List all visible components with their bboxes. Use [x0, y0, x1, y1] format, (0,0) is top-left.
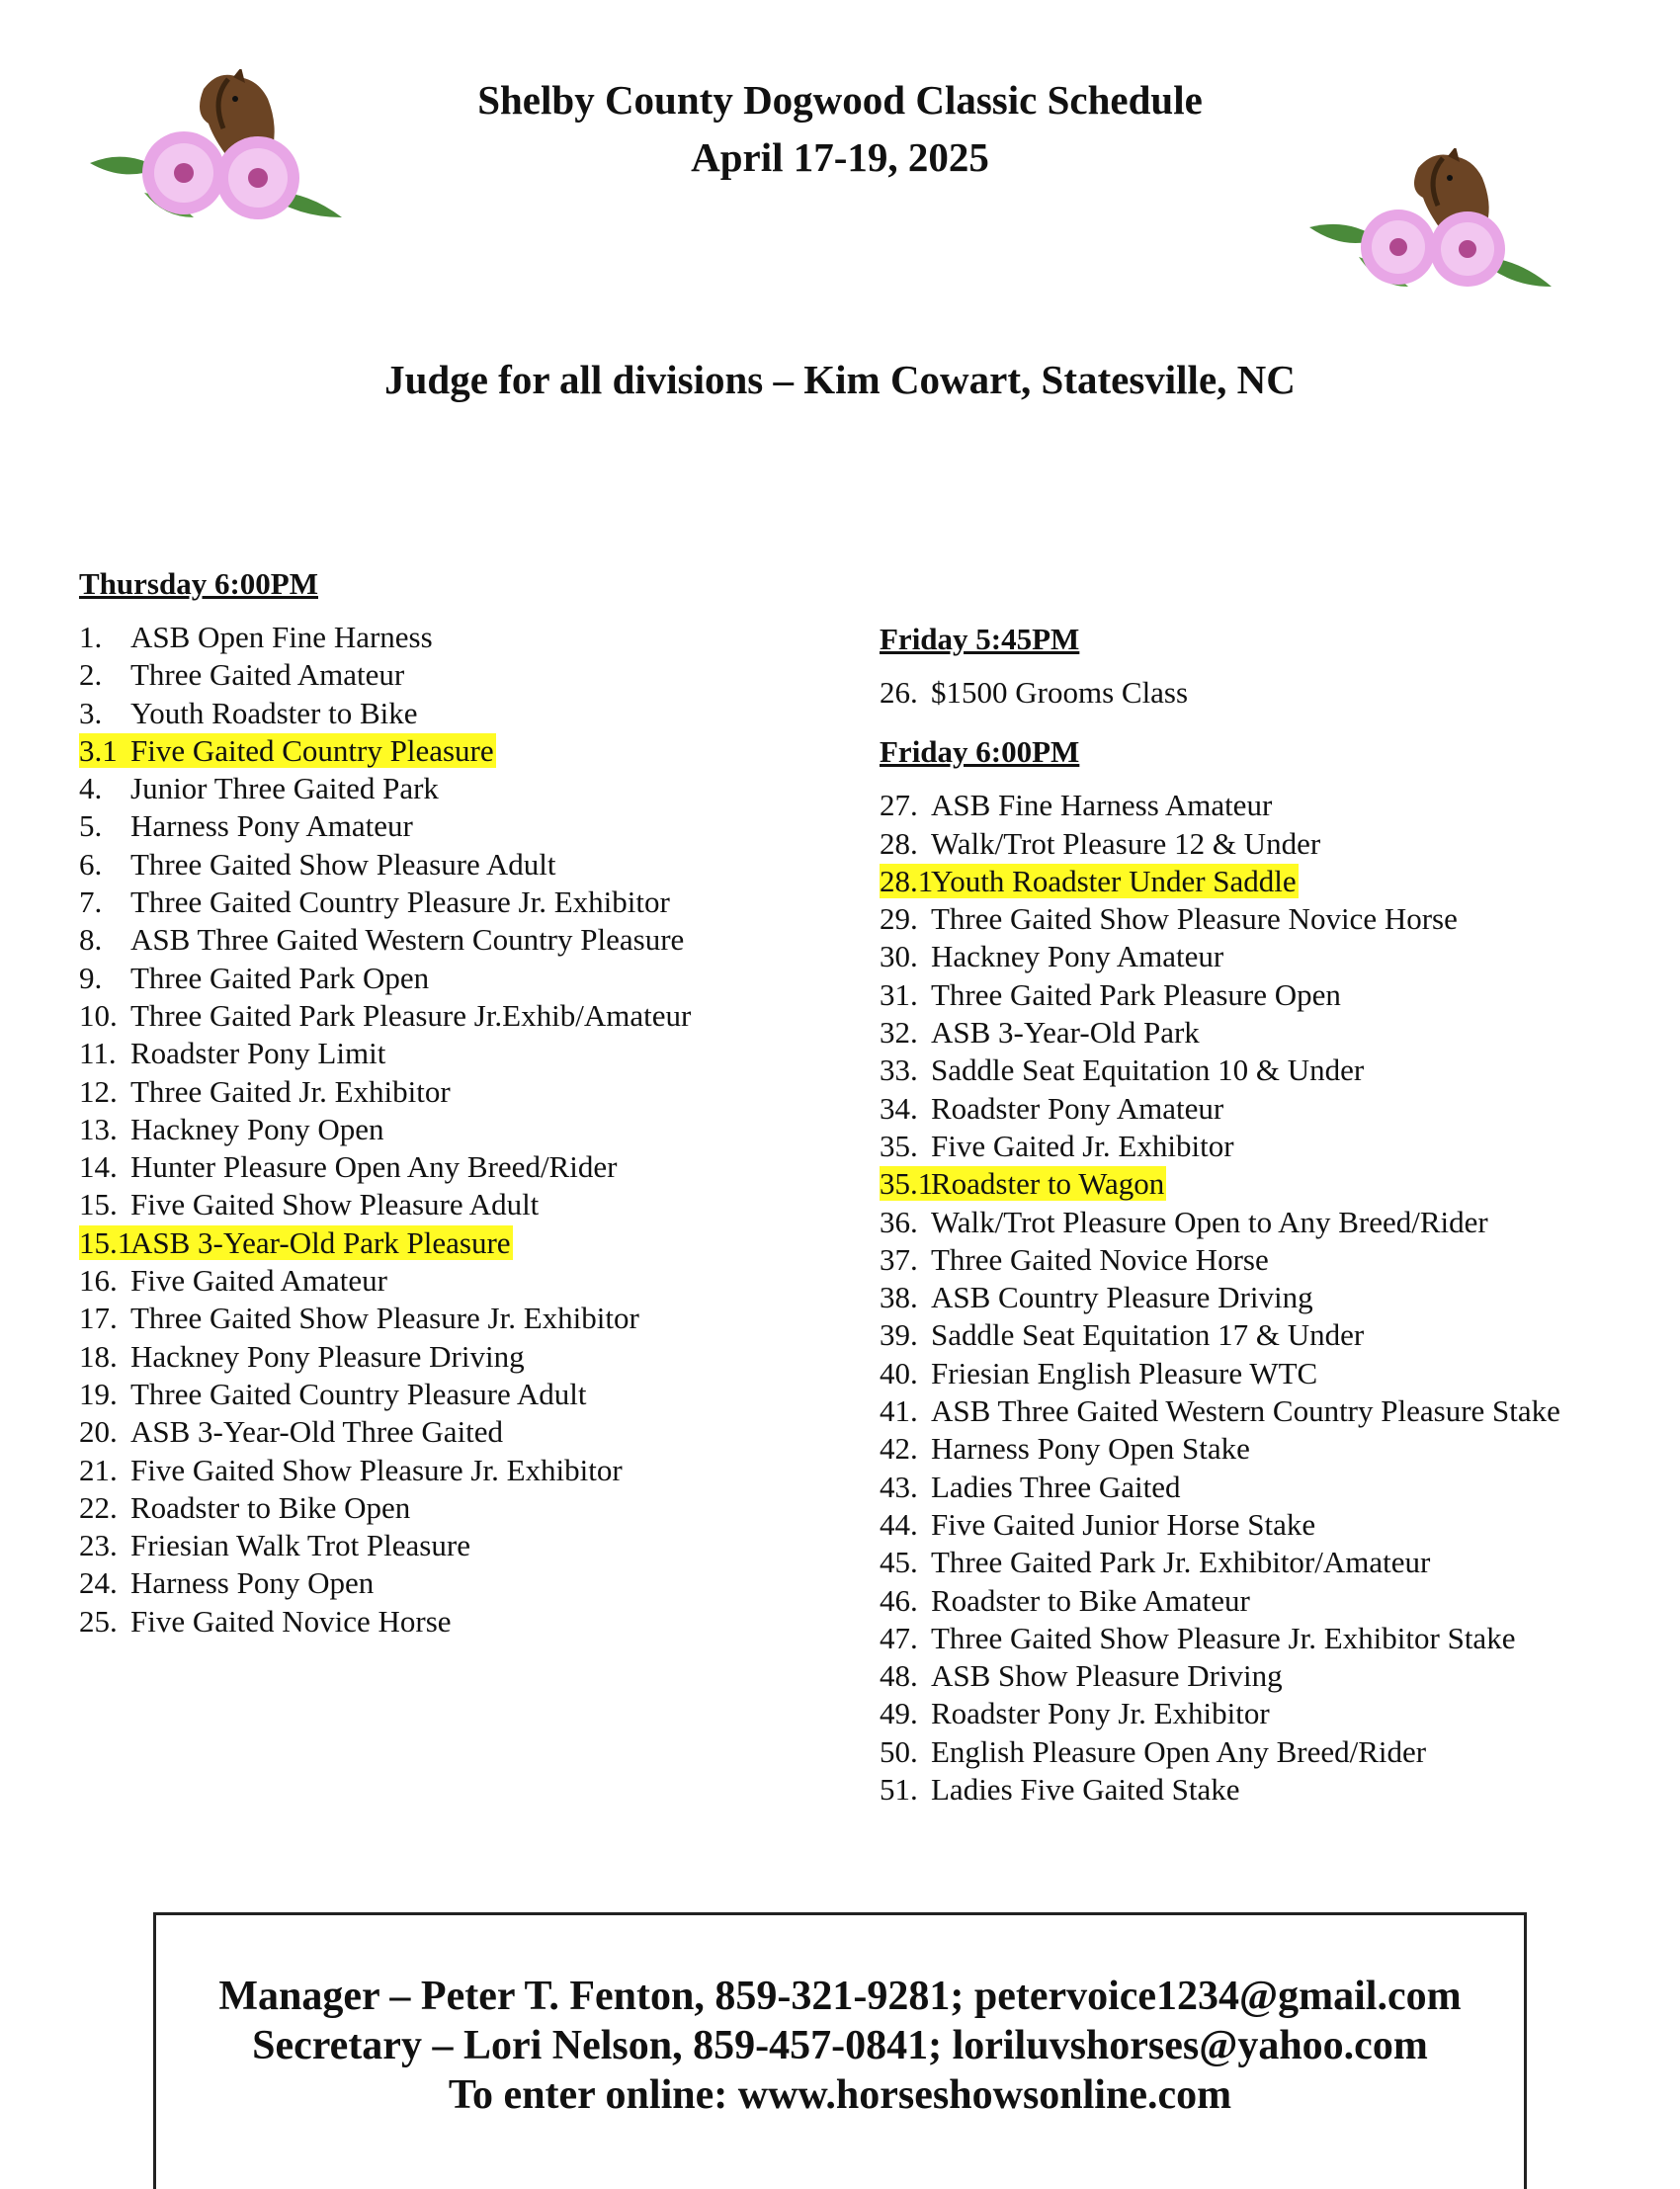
- class-number: 8.: [79, 922, 103, 958]
- class-item: [880, 787, 1650, 824]
- class-item: [79, 997, 850, 1035]
- class-name: ASB Show Pleasure Driving: [931, 1658, 1283, 1694]
- class-item: [79, 1111, 850, 1148]
- class-number: 19.: [79, 1376, 118, 1411]
- class-item: [880, 863, 1650, 900]
- class-item: [79, 656, 850, 694]
- class-item: [79, 1527, 850, 1564]
- class-item: [880, 1430, 1650, 1468]
- class-number: 29.: [880, 901, 918, 937]
- class-name: Roadster to Bike Amateur: [931, 1582, 1250, 1618]
- class-name: Three Gaited Novice Horse: [931, 1241, 1269, 1277]
- class-number: 48.: [880, 1658, 918, 1694]
- class-name: Walk/Trot Pleasure Open to Any Breed/Rider: [931, 1204, 1488, 1239]
- class-number: 28.1: [880, 863, 934, 898]
- class-number: 41.: [880, 1393, 918, 1429]
- friday-early-heading: Friday 5:45PM: [880, 622, 1080, 656]
- class-item: [79, 1262, 850, 1300]
- class-item: [880, 900, 1650, 938]
- class-number: 9.: [79, 960, 103, 995]
- class-item: [79, 1452, 850, 1489]
- class-item: [880, 1733, 1650, 1771]
- class-item: [79, 1186, 850, 1223]
- class-number: 43.: [880, 1469, 918, 1504]
- class-name: Five Gaited Amateur: [130, 1263, 387, 1299]
- class-number: 50.: [880, 1733, 918, 1769]
- class-number: 1.: [79, 620, 103, 654]
- class-name: ASB Three Gaited Western Country Pleasure: [130, 922, 685, 958]
- class-item: [79, 846, 850, 884]
- class-name: Hunter Pleasure Open Any Breed/Rider: [130, 1149, 618, 1185]
- class-number: 21.: [79, 1452, 118, 1487]
- class-number: 11.: [79, 1036, 117, 1071]
- class-number: 15.1: [79, 1224, 133, 1260]
- class-number: 7.: [79, 884, 103, 920]
- class-number: 31.: [880, 976, 918, 1012]
- class-number: 37.: [880, 1241, 918, 1277]
- class-number: 3.1: [79, 732, 118, 768]
- class-number: 26.: [880, 675, 918, 710]
- class-item: [880, 1582, 1650, 1620]
- class-name: Walk/Trot Pleasure 12 & Under: [931, 825, 1321, 861]
- class-item: [880, 1052, 1650, 1089]
- class-item: [79, 1489, 850, 1527]
- class-number: 16.: [79, 1263, 118, 1299]
- class-name: ASB 3-Year-Old Park: [931, 1015, 1200, 1051]
- class-name: Friesian Walk Trot Pleasure: [130, 1528, 470, 1563]
- class-item: [880, 1090, 1650, 1128]
- class-name: Harness Pony Open Stake: [931, 1431, 1250, 1467]
- class-number: 47.: [880, 1620, 918, 1655]
- class-number: 15.: [79, 1187, 118, 1222]
- class-name: Saddle Seat Equitation 10 & Under: [931, 1052, 1365, 1088]
- class-number: 30.: [880, 939, 918, 974]
- class-name: ASB 3-Year-Old Three Gaited: [130, 1414, 504, 1450]
- class-name: Saddle Seat Equitation 17 & Under: [931, 1317, 1365, 1353]
- class-name: Ladies Five Gaited Stake: [931, 1772, 1240, 1808]
- class-number: 14.: [79, 1149, 118, 1185]
- class-item: [79, 1338, 850, 1376]
- show-dates: April 17-19, 2025: [691, 134, 989, 180]
- class-name: English Pleasure Open Any Breed/Rider: [931, 1733, 1427, 1769]
- class-item: [79, 1603, 850, 1641]
- secretary-contact: Secretary – Lori Nelson, 859-457-0841; loriluvshorses@yahoo.com: [252, 2023, 1428, 2068]
- class-name: Hackney Pony Open: [130, 1111, 384, 1146]
- friday-section: [880, 621, 1650, 1809]
- class-name: Junior Three Gaited Park: [130, 771, 439, 806]
- class-name: Roadster to Bike Open: [130, 1489, 411, 1525]
- class-number: 25.: [79, 1603, 118, 1639]
- class-number: 42.: [880, 1431, 918, 1467]
- class-name: Roadster to Wagon: [931, 1166, 1165, 1202]
- class-item: [880, 1355, 1650, 1392]
- class-number: 44.: [880, 1506, 918, 1542]
- class-number: 10.: [79, 997, 118, 1033]
- class-item: [880, 1544, 1650, 1581]
- class-item: [880, 938, 1650, 975]
- class-name: Three Gaited Jr. Exhibitor: [130, 1073, 451, 1109]
- class-number: 24.: [79, 1565, 118, 1601]
- class-name: Three Gaited Show Pleasure Novice Horse: [931, 901, 1458, 937]
- friday-class-list: [880, 787, 1650, 1809]
- class-item: [79, 960, 850, 997]
- class-item: [79, 884, 850, 921]
- class-number: 2.: [79, 657, 103, 693]
- class-item: [880, 674, 1650, 712]
- class-item: [79, 732, 850, 770]
- class-item: [880, 825, 1650, 863]
- online-entry-line: To enter online: www.horseshowsonline.com: [448, 2072, 1232, 2118]
- class-name: Three Gaited Park Open: [130, 960, 430, 995]
- class-number: 18.: [79, 1338, 118, 1374]
- friday-early-class-list: [880, 674, 1650, 712]
- class-item: [880, 1279, 1650, 1316]
- class-number: 27.: [880, 788, 918, 823]
- class-name: Youth Roadster to Bike: [130, 695, 418, 730]
- thursday-heading: Thursday 6:00PM: [79, 566, 318, 601]
- class-item: [880, 1657, 1650, 1695]
- class-item: [79, 1564, 850, 1602]
- class-name: Roadster Pony Limit: [130, 1036, 386, 1071]
- class-name: Three Gaited Show Pleasure Jr. Exhibitor Stake: [931, 1620, 1516, 1655]
- class-name: Three Gaited Park Jr. Exhibitor/Amateur: [931, 1545, 1431, 1580]
- class-name: Three Gaited Amateur: [130, 657, 405, 693]
- class-item: [880, 1695, 1650, 1732]
- class-name: Ladies Three Gaited: [931, 1469, 1181, 1504]
- class-name: Three Gaited Park Pleasure Jr.Exhib/Amateur: [130, 997, 692, 1033]
- class-number: 51.: [880, 1772, 918, 1808]
- class-name: Five Gaited Country Pleasure: [130, 732, 494, 768]
- class-name: ASB Country Pleasure Driving: [931, 1280, 1313, 1315]
- class-name: Roadster Pony Amateur: [931, 1090, 1224, 1126]
- class-item: [79, 1300, 850, 1337]
- class-name: Three Gaited Park Pleasure Open: [931, 976, 1341, 1012]
- document-title: Shelby County Dogwood Classic Schedule: [477, 77, 1203, 123]
- class-name: ASB Fine Harness Amateur: [931, 788, 1273, 823]
- class-item: [880, 1014, 1650, 1052]
- class-number: 40.: [880, 1355, 918, 1390]
- class-name: Roadster Pony Jr. Exhibitor: [931, 1696, 1270, 1731]
- class-name: ASB Open Fine Harness: [130, 620, 433, 654]
- class-number: 28.: [880, 825, 918, 861]
- class-name: Five Gaited Jr. Exhibitor: [931, 1128, 1234, 1163]
- class-item: [880, 976, 1650, 1014]
- class-item: [79, 1413, 850, 1451]
- class-number: 12.: [79, 1073, 118, 1109]
- class-number: 20.: [79, 1414, 118, 1450]
- class-name: Five Gaited Show Pleasure Adult: [130, 1187, 540, 1222]
- class-name: ASB Three Gaited Western Country Pleasure Stake: [931, 1393, 1560, 1429]
- judge-line: Judge for all divisions – Kim Cowart, Statesville, NC: [384, 357, 1296, 402]
- class-name: Hackney Pony Amateur: [931, 939, 1224, 974]
- class-number: 23.: [79, 1528, 118, 1563]
- class-item: [880, 1165, 1650, 1203]
- class-number: 46.: [880, 1582, 918, 1618]
- class-name: Friesian English Pleasure WTC: [931, 1355, 1318, 1390]
- class-item: [79, 807, 850, 845]
- class-number: 4.: [79, 771, 103, 806]
- class-item: [880, 1128, 1650, 1165]
- class-item: [79, 921, 850, 959]
- class-number: 6.: [79, 846, 103, 882]
- class-item: [880, 1204, 1650, 1241]
- class-name: Three Gaited Country Pleasure Adult: [130, 1376, 587, 1411]
- class-number: 35.1: [880, 1166, 934, 1202]
- class-item: [79, 770, 850, 807]
- class-name: Three Gaited Show Pleasure Jr. Exhibitor: [130, 1301, 639, 1336]
- class-item: [880, 1241, 1650, 1279]
- class-item: [79, 619, 850, 656]
- class-item: [79, 1148, 850, 1186]
- class-number: 33.: [880, 1052, 918, 1088]
- class-name: Hackney Pony Pleasure Driving: [130, 1338, 525, 1374]
- class-name: ASB 3-Year-Old Park Pleasure: [130, 1224, 511, 1260]
- class-item: [79, 1224, 850, 1262]
- class-number: 39.: [880, 1317, 918, 1353]
- class-name: Five Gaited Junior Horse Stake: [931, 1506, 1316, 1542]
- class-number: 34.: [880, 1090, 918, 1126]
- class-item: [880, 1620, 1650, 1657]
- class-item: [880, 1506, 1650, 1544]
- class-number: 17.: [79, 1301, 118, 1336]
- friday-heading: Friday 6:00PM: [880, 734, 1080, 770]
- class-number: 38.: [880, 1280, 918, 1315]
- class-number: 36.: [880, 1204, 918, 1239]
- class-number: 35.: [880, 1128, 918, 1163]
- class-name: Harness Pony Amateur: [130, 808, 413, 844]
- manager-contact: Manager – Peter T. Fenton, 859-321-9281; petervoice1234@gmail.com: [218, 1974, 1462, 2019]
- class-item: [880, 1469, 1650, 1506]
- class-name: Three Gaited Country Pleasure Jr. Exhibitor: [130, 884, 670, 920]
- thursday-section: [79, 565, 850, 1641]
- class-item: [79, 1035, 850, 1072]
- class-item: [79, 695, 850, 732]
- class-item: [79, 1073, 850, 1111]
- class-number: 32.: [880, 1015, 918, 1051]
- class-number: 3.: [79, 695, 103, 730]
- class-name: Five Gaited Show Pleasure Jr. Exhibitor: [130, 1452, 623, 1487]
- class-number: 13.: [79, 1111, 118, 1146]
- thursday-class-list: [79, 619, 850, 1641]
- class-name: Three Gaited Show Pleasure Adult: [130, 846, 556, 882]
- class-number: 49.: [880, 1696, 918, 1731]
- class-item: [79, 1376, 850, 1413]
- class-item: [880, 1771, 1650, 1809]
- class-item: [880, 1316, 1650, 1354]
- class-name: Harness Pony Open: [130, 1565, 375, 1601]
- class-name: Five Gaited Novice Horse: [130, 1603, 452, 1639]
- class-name: $1500 Grooms Class: [931, 675, 1189, 710]
- class-number: 45.: [880, 1545, 918, 1580]
- class-item: [880, 1392, 1650, 1430]
- class-number: 22.: [79, 1489, 118, 1525]
- class-name: Youth Roadster Under Saddle: [931, 863, 1297, 898]
- class-number: 5.: [79, 808, 103, 844]
